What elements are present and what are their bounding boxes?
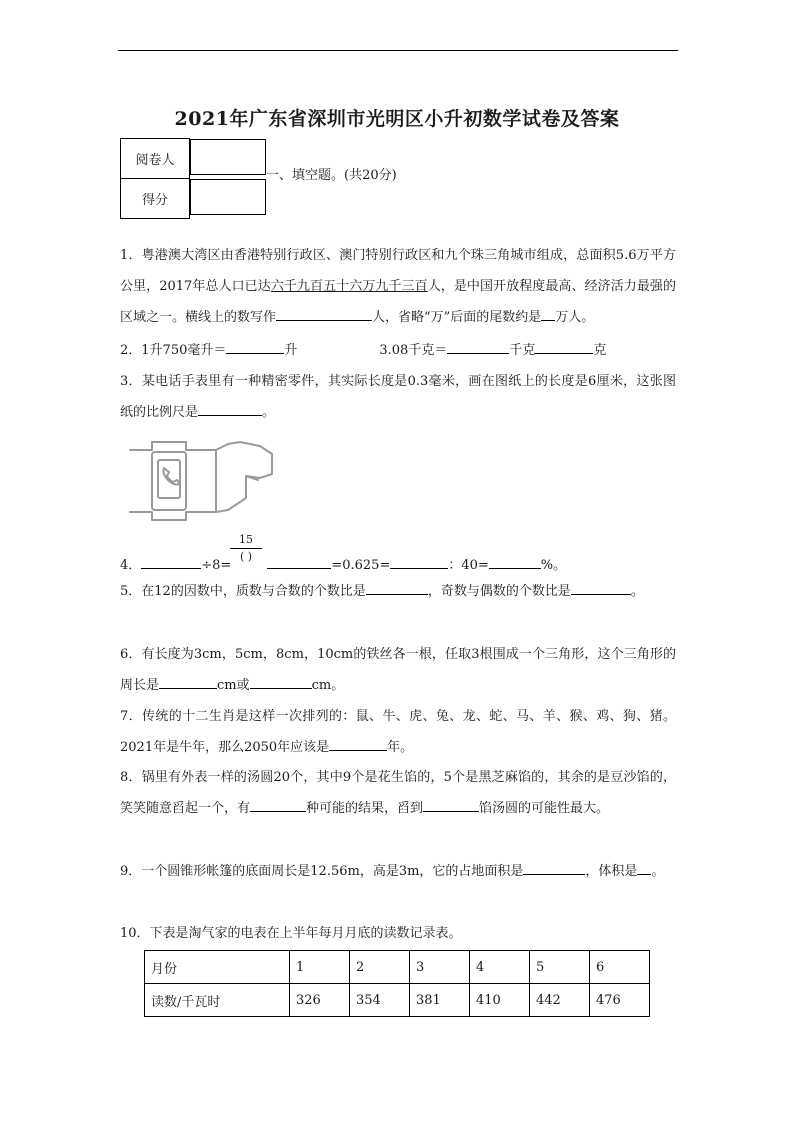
month-cell: 2: [350, 951, 410, 984]
meter-reading-table: [144, 950, 650, 1017]
answer-blank[interactable]: [541, 306, 555, 321]
question-6-end: cm。: [311, 678, 345, 693]
question-5-text: 5．在12的因数中，质数与合数的个数比是: [120, 584, 366, 599]
question-2-text-e: 克: [593, 343, 607, 358]
reading-cell: 326: [290, 984, 350, 1017]
question-3-text: 3．某电话手表里有一种精密零件，其实际长度是0.3毫米，画在图纸上的长度是6厘米，这张图纸的比例尺是: [120, 374, 676, 420]
question-1-underlined-number: 六千九百五十六万九千三百: [270, 279, 428, 294]
question-2-text-b: 升: [284, 343, 298, 358]
question-1-text-d: 万人。: [555, 310, 595, 325]
question-6-text: 6．有长度为3cm，5cm，8cm，10cm的铁丝各一根，任取3根围成一个三角形，这个三角形的周长是: [120, 647, 676, 693]
question-2-text-c: 3.08千克＝: [379, 343, 448, 358]
question-5-mid: ，奇数与偶数的个数比是: [427, 584, 571, 599]
question-7-end: 年。: [387, 740, 414, 755]
answer-blank[interactable]: [535, 339, 593, 354]
table-row: [145, 984, 650, 1017]
question-4-pct: %。: [540, 558, 567, 573]
month-cell: 1: [290, 951, 350, 984]
question-1-text-a: 1．粤港澳大湾区由香港特别行政区、澳门特别行政区和九个珠三角城市组成，总面积5.6万平方公里，2017年总人口已达: [120, 248, 676, 294]
question-3-end: 。: [262, 405, 276, 420]
question-6-mid: cm或: [217, 678, 250, 693]
table-row: [145, 951, 650, 984]
month-cell: 5: [530, 951, 590, 984]
question-7-text: 7．传统的十二生肖是这样一次排列的：鼠、牛、虎、兔、龙、蛇、马、羊、猴、鸡、狗、猪。2021年是牛年，那么2050年应该是: [120, 709, 676, 755]
answer-blank[interactable]: [423, 797, 479, 812]
question-9-mid: ，体积是: [585, 864, 638, 879]
fraction-denominator: ( ): [239, 550, 253, 563]
question-4-colon: ：40=: [448, 558, 489, 573]
question-10: [120, 918, 676, 949]
smartwatch-phone-icon: [128, 436, 276, 524]
answer-blank[interactable]: [571, 580, 631, 595]
answer-blank[interactable]: [267, 554, 331, 569]
answer-blank[interactable]: [276, 306, 372, 321]
question-8: [120, 762, 676, 824]
question-1: [120, 240, 676, 333]
answer-blank[interactable]: [523, 860, 585, 875]
fraction-numerator: 15: [230, 534, 262, 549]
question-10-text: 10．下表是淘气家的电表在上半年每月月底的读数记录表。: [120, 926, 462, 941]
question-9-end: 。: [651, 864, 665, 879]
question-4-prefix: 4．: [120, 558, 142, 573]
question-8-end: 馅汤圆的可能性最大。: [479, 801, 610, 816]
answer-blank[interactable]: [390, 554, 448, 569]
reading-cell: 354: [350, 984, 410, 1017]
answer-blank[interactable]: [226, 339, 284, 354]
answer-blank[interactable]: [447, 339, 509, 354]
question-7: [120, 701, 676, 763]
reading-cell: 442: [530, 984, 590, 1017]
month-cell: 4: [470, 951, 530, 984]
question-2: [120, 335, 676, 366]
question-6: [120, 639, 676, 701]
question-9: [120, 856, 676, 887]
question-4-div: ÷8=: [201, 558, 232, 573]
score-label: 得分: [121, 179, 190, 219]
answer-blank[interactable]: [250, 674, 312, 689]
question-5-end: 。: [630, 584, 644, 599]
question-9-text: 9．一个圆锥形帐篷的底面周长是12.56m，高是3m，它的占地面积是: [120, 864, 524, 879]
reviewer-cell: [190, 139, 266, 175]
score-cell: [190, 179, 266, 215]
question-5: [120, 576, 676, 607]
header-rule: [118, 50, 678, 51]
question-1-text-b: 人，是中国开放程度最高、经济活力最强的区域之一。横线上的数写作: [120, 279, 676, 325]
question-8-mid: 种可能的结果，舀到: [306, 801, 424, 816]
answer-blank[interactable]: [637, 860, 651, 875]
section-heading: 一、填空题。(共20分): [266, 168, 397, 183]
question-2-text-a: 2．1升750毫升＝: [120, 343, 227, 358]
month-cell: 6: [590, 951, 650, 984]
table-row: [121, 139, 267, 179]
page-title: 2021年广东省深圳市光明区小升初数学试卷及答案: [174, 108, 620, 130]
answer-blank[interactable]: [141, 554, 201, 569]
answer-blank[interactable]: [366, 580, 428, 595]
question-3: [120, 366, 676, 428]
reading-cell: 410: [470, 984, 530, 1017]
question-8-text: 8．锅里有外表一样的汤圆20个，其中9个是花生馅的，5个是黑芝麻馅的，其余的是豆沙馅的，笑笑随意舀起一个，有: [120, 770, 676, 816]
question-1-text-c: 人，省略“万”后面的尾数约是: [372, 310, 542, 325]
reading-cell: 476: [590, 984, 650, 1017]
reviewer-label: 阅卷人: [121, 139, 190, 179]
month-header: 月份: [145, 951, 290, 984]
question-2-text-d: 千克: [509, 343, 536, 358]
answer-blank[interactable]: [250, 797, 306, 812]
answer-blank[interactable]: [329, 736, 387, 751]
reading-cell: 381: [410, 984, 470, 1017]
table-row: [121, 179, 267, 219]
answer-blank[interactable]: [198, 401, 262, 416]
answer-blank[interactable]: [159, 674, 217, 689]
reading-header: 读数/千瓦时: [145, 984, 290, 1017]
grading-table: [120, 138, 267, 219]
answer-blank[interactable]: [489, 554, 541, 569]
month-cell: 3: [410, 951, 470, 984]
question-4-eq: =0.625=: [331, 558, 391, 573]
